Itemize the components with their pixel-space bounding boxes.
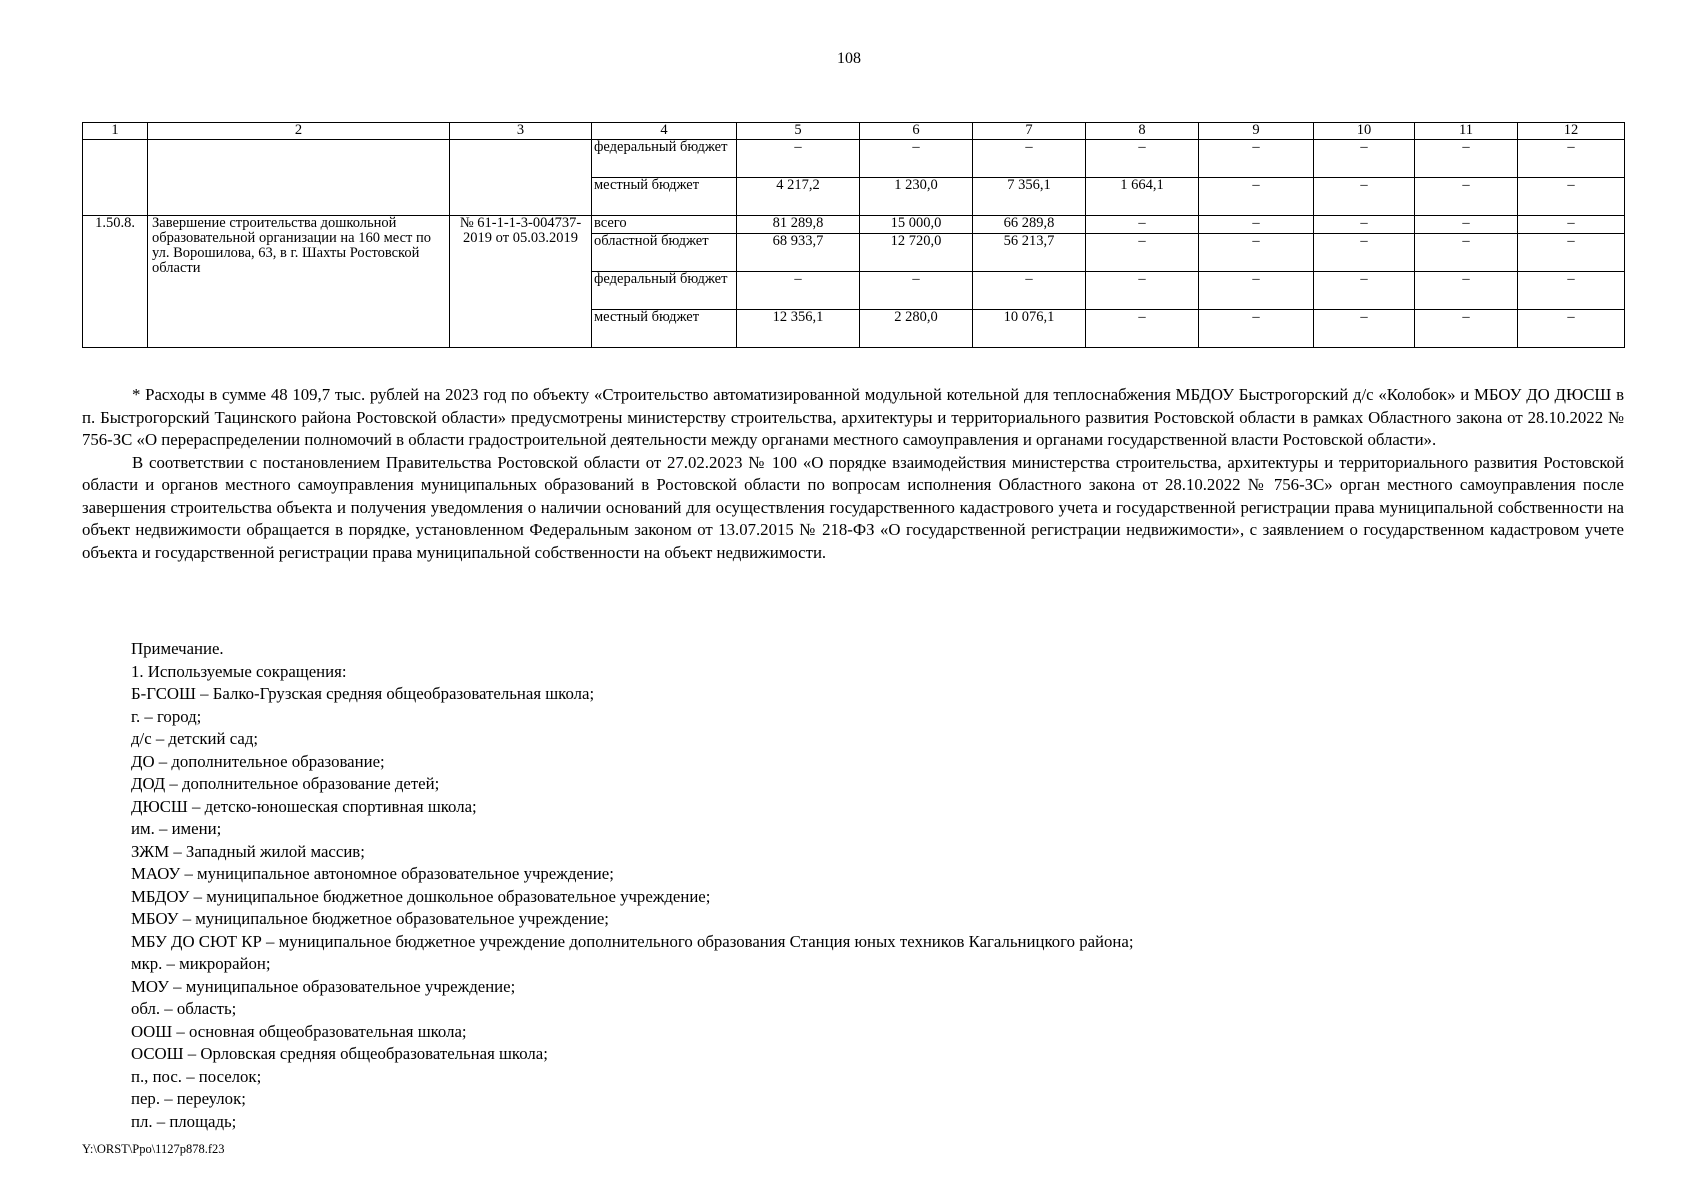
funding-source-cell: местный бюджет bbox=[592, 310, 737, 348]
value-cell: 68 933,7 bbox=[737, 234, 860, 272]
abbreviation-item: МБДОУ – муниципальное бюджетное дошкольное образовательное учреждение; bbox=[131, 886, 711, 906]
value-cell: – bbox=[1314, 216, 1415, 234]
empty-cell bbox=[83, 140, 148, 216]
empty-cell bbox=[148, 140, 450, 216]
value-cell: – bbox=[1518, 216, 1625, 234]
value-cell: 1 230,0 bbox=[860, 178, 973, 216]
funding-source-cell: федеральный бюджет bbox=[592, 140, 737, 178]
abbreviation-item: МОУ – муниципальное образовательное учреждение; bbox=[131, 976, 516, 996]
value-cell: – bbox=[1199, 234, 1314, 272]
value-cell: – bbox=[1415, 216, 1518, 234]
value-cell: – bbox=[737, 140, 860, 178]
column-number-3: 3 bbox=[450, 123, 592, 140]
value-cell: – bbox=[1518, 140, 1625, 178]
paragraph-procedure: В соответствии с постановлением Правительства Ростовской области от 27.02.2023 № 100 «О порядке взаимодействия министерства строительства, архитектуры и территориального развития Ростовской области и органов местного самоуправления муниципальных образований в Ростовской области по вопросам исполнения Областного закона от 28.10.2022 № 756-ЗС» орган местного самоуправления после завершения строительства объекта и получения уведомления о наличии оснований для осуществления государственного кадастрового учета и государственной регистрации права муниципальной собственности на объект недвижимости обращается в порядке, установленном Федеральным законом от 13.07.2015 № 218-ФЗ «О государственной регистрации недвижимости», с заявлением о государственном кадастровом учете объекта и государственной регистрации права муниципальной собственности на объект недвижимости. bbox=[82, 452, 1624, 562]
abbreviation-item: МАОУ – муниципальное автономное образовательное учреждение; bbox=[131, 864, 614, 883]
value-cell: – bbox=[1415, 272, 1518, 310]
file-path-footer: Y:\ORST\Ppo\1127p878.f23 bbox=[82, 1142, 225, 1156]
value-cell: – bbox=[1518, 310, 1625, 348]
value-cell: 81 289,8 bbox=[737, 216, 860, 234]
column-number-9: 9 bbox=[1199, 123, 1314, 140]
abbreviation-item: п., пос. – поселок; bbox=[131, 1066, 262, 1086]
abbreviation-item: им. – имени; bbox=[131, 819, 222, 838]
column-number-1: 1 bbox=[83, 123, 148, 140]
abbreviation-item: ЗЖМ – Западный жилой массив; bbox=[131, 841, 365, 861]
abbreviation-item: ООШ – основная общеобразовательная школа; bbox=[131, 1021, 467, 1041]
value-cell: – bbox=[1314, 178, 1415, 216]
abbreviation-item: ДЮСШ – детско-юношеская спортивная школа; bbox=[131, 796, 477, 816]
column-number-4: 4 bbox=[592, 123, 737, 140]
abbreviation-item: Б-ГСОШ – Балко-Грузская средняя общеобразовательная школа; bbox=[131, 684, 595, 703]
value-cell: 15 000,0 bbox=[860, 216, 973, 234]
value-cell: 7 356,1 bbox=[973, 178, 1086, 216]
notes-section bbox=[131, 638, 1134, 1133]
page-number: 108 bbox=[837, 50, 861, 67]
item-number-cell: 1.50.8. bbox=[83, 216, 148, 348]
value-cell: – bbox=[1086, 310, 1199, 348]
value-cell: – bbox=[737, 272, 860, 310]
value-cell: 12 720,0 bbox=[860, 234, 973, 272]
column-number-8: 8 bbox=[1086, 123, 1199, 140]
abbreviations-list bbox=[131, 683, 1134, 1133]
abbreviation-item: пер. – переулок; bbox=[131, 1089, 246, 1108]
paragraph-footnote: * Расходы в сумме 48 109,7 тыс. рублей на 2023 год по объекту «Строительство автоматизированной модульной котельной для теплоснабжения МБДОУ Быстрогорский д/с «Колобок» и МБОУ ДО ДЮСШ в п. Быстрогорский Тацинского района Ростовской области» предусмотрены министерству строительства, архитектуры и территориального развития Ростовской области в рамках Областного закона от 28.10.2022 № 756-ЗС «О перераспределении полномочий в области градостроительной деятельности между органами местного самоуправления и органами государственной власти Ростовской области». bbox=[82, 385, 1624, 449]
object-name-cell: Завершение строительства дошкольной образовательной организации на 160 мест по ул. Ворошилова, 63, в г. Шахты Ростовской области bbox=[148, 216, 450, 348]
value-cell: – bbox=[973, 272, 1086, 310]
abbreviation-item: ОСОШ – Орловская средняя общеобразовательная школа; bbox=[131, 1044, 548, 1063]
value-cell: – bbox=[1086, 216, 1199, 234]
funding-source-cell: всего bbox=[592, 216, 737, 234]
table-row bbox=[83, 216, 1625, 234]
value-cell: – bbox=[973, 140, 1086, 178]
value-cell: – bbox=[860, 140, 973, 178]
value-cell: – bbox=[1199, 310, 1314, 348]
table-header-row bbox=[83, 123, 1625, 140]
value-cell: – bbox=[1199, 216, 1314, 234]
value-cell: – bbox=[1415, 234, 1518, 272]
budget-table bbox=[82, 122, 1625, 348]
column-number-7: 7 bbox=[973, 123, 1086, 140]
column-number-12: 12 bbox=[1518, 123, 1625, 140]
notes-title: Примечание. bbox=[131, 639, 224, 658]
empty-cell bbox=[450, 140, 592, 216]
value-cell: – bbox=[1415, 310, 1518, 348]
value-cell: 56 213,7 bbox=[973, 234, 1086, 272]
column-number-11: 11 bbox=[1415, 123, 1518, 140]
column-number-10: 10 bbox=[1314, 123, 1415, 140]
value-cell: – bbox=[860, 272, 973, 310]
value-cell: 1 664,1 bbox=[1086, 178, 1199, 216]
value-cell: 12 356,1 bbox=[737, 310, 860, 348]
value-cell: 10 076,1 bbox=[973, 310, 1086, 348]
column-number-6: 6 bbox=[860, 123, 973, 140]
funding-source-cell: федеральный бюджет bbox=[592, 272, 737, 310]
column-number-5: 5 bbox=[737, 123, 860, 140]
abbreviation-item: мкр. – микрорайон; bbox=[131, 954, 271, 973]
abbreviation-item: обл. – область; bbox=[131, 999, 237, 1018]
document-number-cell: № 61-1-1-3-004737-2019 от 05.03.2019 bbox=[450, 216, 592, 348]
value-cell: 66 289,8 bbox=[973, 216, 1086, 234]
abbreviation-item: пл. – площадь; bbox=[131, 1111, 237, 1131]
explanatory-text bbox=[82, 384, 1624, 564]
abbreviation-item: МБУ ДО СЮТ КР – муниципальное бюджетное учреждение дополнительного образования Станция юных техников Кагальницкого района; bbox=[131, 931, 1134, 951]
column-number-2: 2 bbox=[148, 123, 450, 140]
value-cell: – bbox=[1199, 178, 1314, 216]
abbreviation-item: д/с – детский сад; bbox=[131, 729, 259, 748]
value-cell: – bbox=[1199, 272, 1314, 310]
value-cell: – bbox=[1086, 140, 1199, 178]
value-cell: – bbox=[1086, 234, 1199, 272]
value-cell: – bbox=[1314, 272, 1415, 310]
funding-source-cell: областной бюджет bbox=[592, 234, 737, 272]
value-cell: – bbox=[1199, 140, 1314, 178]
funding-source-cell: местный бюджет bbox=[592, 178, 737, 216]
abbreviation-item: ДО – дополнительное образование; bbox=[131, 751, 385, 771]
table-row bbox=[83, 140, 1625, 178]
value-cell: – bbox=[1518, 178, 1625, 216]
value-cell: – bbox=[1314, 310, 1415, 348]
abbreviation-item: г. – город; bbox=[131, 706, 202, 726]
value-cell: – bbox=[1518, 234, 1625, 272]
value-cell: – bbox=[1314, 140, 1415, 178]
abbreviation-item: МБОУ – муниципальное бюджетное образовательное учреждение; bbox=[131, 909, 609, 928]
value-cell: – bbox=[1415, 140, 1518, 178]
value-cell: 4 217,2 bbox=[737, 178, 860, 216]
value-cell: – bbox=[1518, 272, 1625, 310]
notes-subtitle: 1. Используемые сокращения: bbox=[131, 661, 347, 681]
value-cell: 2 280,0 bbox=[860, 310, 973, 348]
value-cell: – bbox=[1314, 234, 1415, 272]
value-cell: – bbox=[1086, 272, 1199, 310]
value-cell: – bbox=[1415, 178, 1518, 216]
abbreviation-item: ДОД – дополнительное образование детей; bbox=[131, 774, 440, 793]
